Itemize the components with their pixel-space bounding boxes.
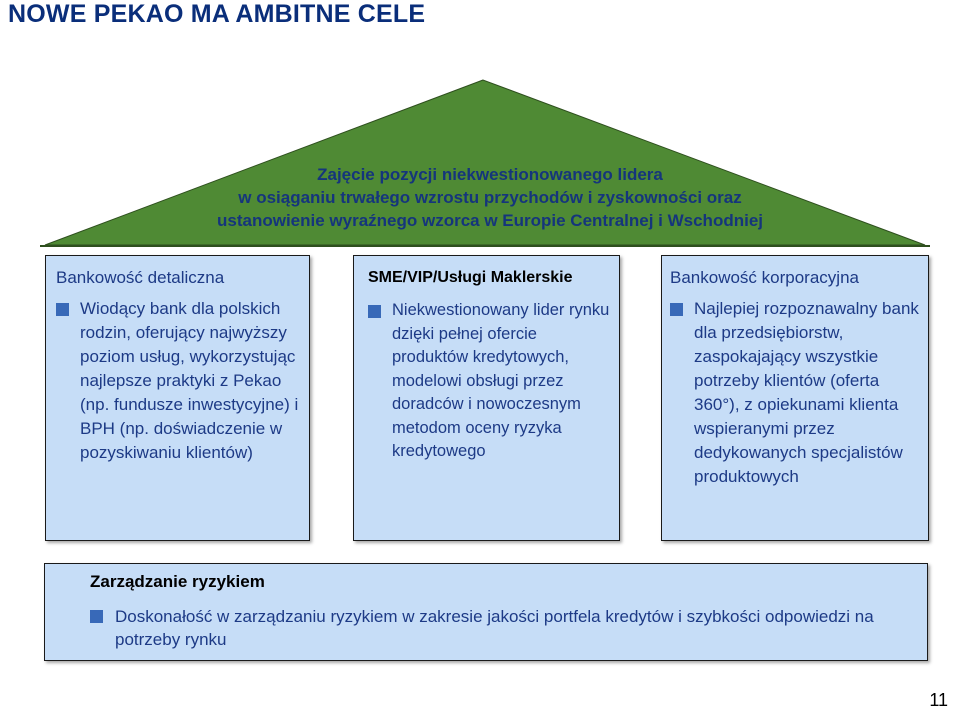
square-bullet-icon xyxy=(90,610,103,623)
pillar-corporate-banking xyxy=(661,255,929,541)
pillar-bullet-text: Wiodący bank dla polskich rodzin, oferujący najwyższy poziom usług, wykorzystując najlepsze praktyki z Pekao (np. fundusze inwestycyjne) i BPH (np. doświadczenie w pozyskiwaniu klientów) xyxy=(80,299,299,462)
roof-line: w osiąganiu trwałego wzrostu przychodów i zyskowności oraz xyxy=(238,188,742,207)
pillar-bullet xyxy=(56,297,301,465)
foundation-heading: Zarządzanie ryzykiem xyxy=(90,572,265,591)
foundation-bullet xyxy=(90,605,935,651)
foundation-risk-management xyxy=(44,563,928,661)
pillar-bullet xyxy=(368,299,611,464)
roof-line: Zajęcie pozycji niekwestionowanego lidera xyxy=(317,165,663,184)
pillar-heading: Bankowość korporacyjna xyxy=(670,268,859,287)
pillar-heading: Bankowość detaliczna xyxy=(56,268,225,287)
pillar-bullet-text: Niekwestionowany lider rynku dzięki pełnej ofercie produktów kredytowych, modelowi obsługi przez doradców i nowoczesnym metodom oceny ryzyka kredytowego xyxy=(392,301,610,460)
foundation-bullet-text: Doskonałość w zarządzaniu ryzykiem w zakresie jakości portfela kredytów i szybkości odpowiedzi na potrzeby rynku xyxy=(115,607,874,649)
pillar-heading: SME/VIP/Usługi Maklerskie xyxy=(368,269,573,286)
roof-mission-text xyxy=(100,163,880,232)
page-number: 11 xyxy=(929,690,948,710)
square-bullet-icon xyxy=(368,305,381,318)
roof-line: ustanowienie wyraźnego wzorca w Europie Centralnej i Wschodniej xyxy=(217,211,763,230)
page-title: NOWE PEKAO MA AMBITNE CELE xyxy=(8,0,426,28)
pillar-bullet-text: Najlepiej rozpoznawalny bank dla przedsiębiorstw, zaspokajający wszystkie potrzeby klientów (oferta 360°), z opiekunami klienta wspieranymi przez dedykowanych specjalistów produktowych xyxy=(694,299,919,486)
pillar-sme-vip-brokerage xyxy=(353,255,620,541)
pillar-retail-banking xyxy=(45,255,310,541)
pillar-bullet xyxy=(670,297,922,489)
square-bullet-icon xyxy=(670,303,683,316)
square-bullet-icon xyxy=(56,303,69,316)
